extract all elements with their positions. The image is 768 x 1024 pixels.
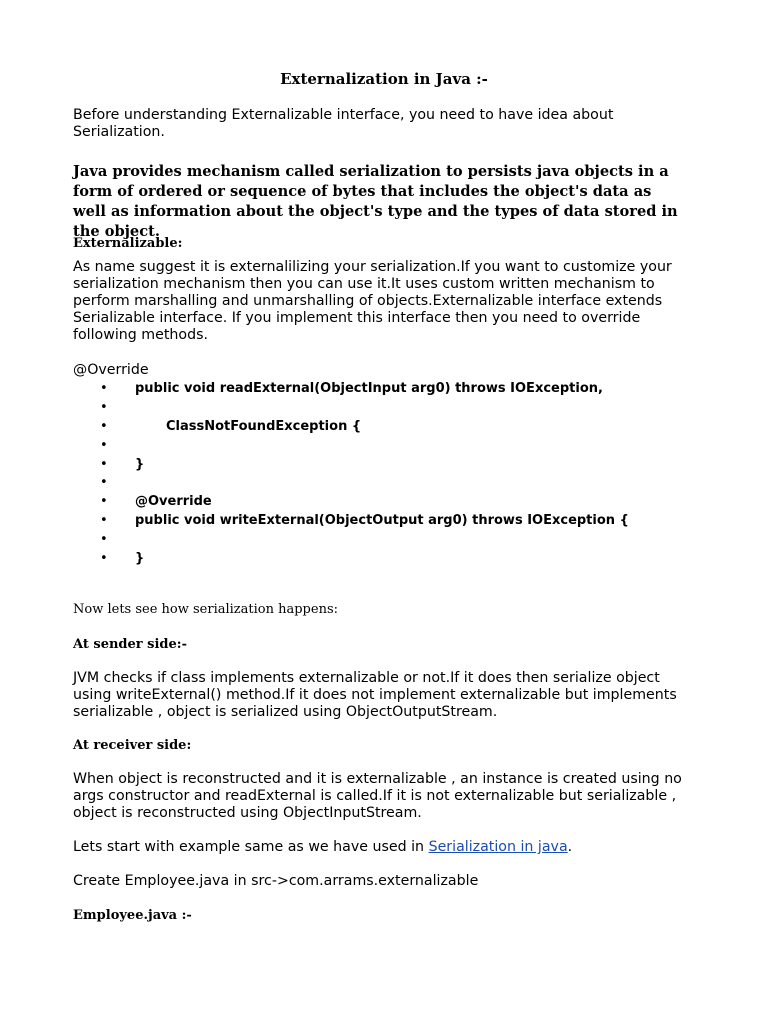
list-item-text: @Override [135, 494, 212, 510]
bullet: • [100, 418, 108, 434]
list-item [73, 380, 693, 399]
externalizable-paragraph: As name suggest it is externalilizing your serialization.If you want to customize your serialization mechanism then you can use it.It uses custom written mechanism to perform marshalling and unmarshalling of objects.Externalizable interface extends Serializable interface. If you implement this interface then you need to override following methods. [73, 259, 672, 343]
sender-side-heading: At sender side:- [73, 637, 187, 652]
now-lets-see-text: Now lets see how serialization happens: [73, 602, 338, 617]
bullet: • [100, 437, 108, 453]
employee-java-heading: Employee.java :- [73, 908, 192, 923]
sender-side-paragraph: JVM checks if class implements externalizable or not.If it does then serialize object using writeExternal() method.If it does not implement externalizable but implements serializable , object is serialized using ObjectOutputStream. [73, 670, 677, 720]
page-title: Externalization in Java :- [280, 70, 488, 88]
list-item [73, 418, 693, 437]
list-item-text: public void readExternal(ObjectInput arg0) throws IOException, [135, 381, 603, 396]
override-annotation: @Override [73, 362, 149, 378]
list-item-text: } [135, 456, 145, 472]
list-item-text: public void writeExternal(ObjectOutput arg0) throws IOException { [135, 513, 629, 529]
lets-start-suffix: . [567, 839, 573, 855]
bullet: • [100, 381, 108, 396]
serialization-in-java-link[interactable]: Serialization in java [428, 839, 568, 855]
list-item-text: } [135, 551, 145, 567]
lets-start-paragraph [73, 839, 698, 856]
list-item [73, 531, 693, 550]
intro-paragraph: Before understanding Externalizable interface, you need to have idea about Serialization. [73, 107, 614, 140]
bullet: • [100, 456, 108, 472]
bullet: • [100, 551, 108, 567]
lets-start-prefix: Lets start with example same as we have used in [73, 839, 429, 855]
bullet: • [100, 532, 108, 548]
list-item [73, 399, 693, 418]
bullet: • [100, 513, 108, 529]
receiver-side-paragraph: When object is reconstructed and it is externalizable , an instance is created using no args constructor and readExternal is called.If it is not externalizable but serializable , object is reconstructed using ObjectInputStream. [73, 771, 682, 821]
list-item [73, 493, 693, 512]
list-item-text: ClassNotFoundException { [166, 418, 362, 434]
list-item [73, 550, 693, 569]
list-item [73, 456, 693, 475]
list-item [73, 437, 693, 456]
bullet: • [100, 475, 108, 491]
list-item [73, 474, 693, 493]
create-employee-text: Create Employee.java in src->com.arrams.externalizable [73, 873, 479, 889]
list-item [73, 512, 693, 531]
externalizable-heading: Externalizable: [73, 236, 183, 251]
receiver-side-heading: At receiver side: [73, 738, 192, 753]
bullet: • [100, 399, 108, 415]
bullet: • [100, 494, 108, 510]
serialization-definition-paragraph: Java provides mechanism called serialization to persists java objects in a form of ordered or sequence of bytes that includes the object's data as well as information about the object's type and the types of data stored in the object. [73, 163, 678, 240]
methods-list [73, 380, 693, 569]
